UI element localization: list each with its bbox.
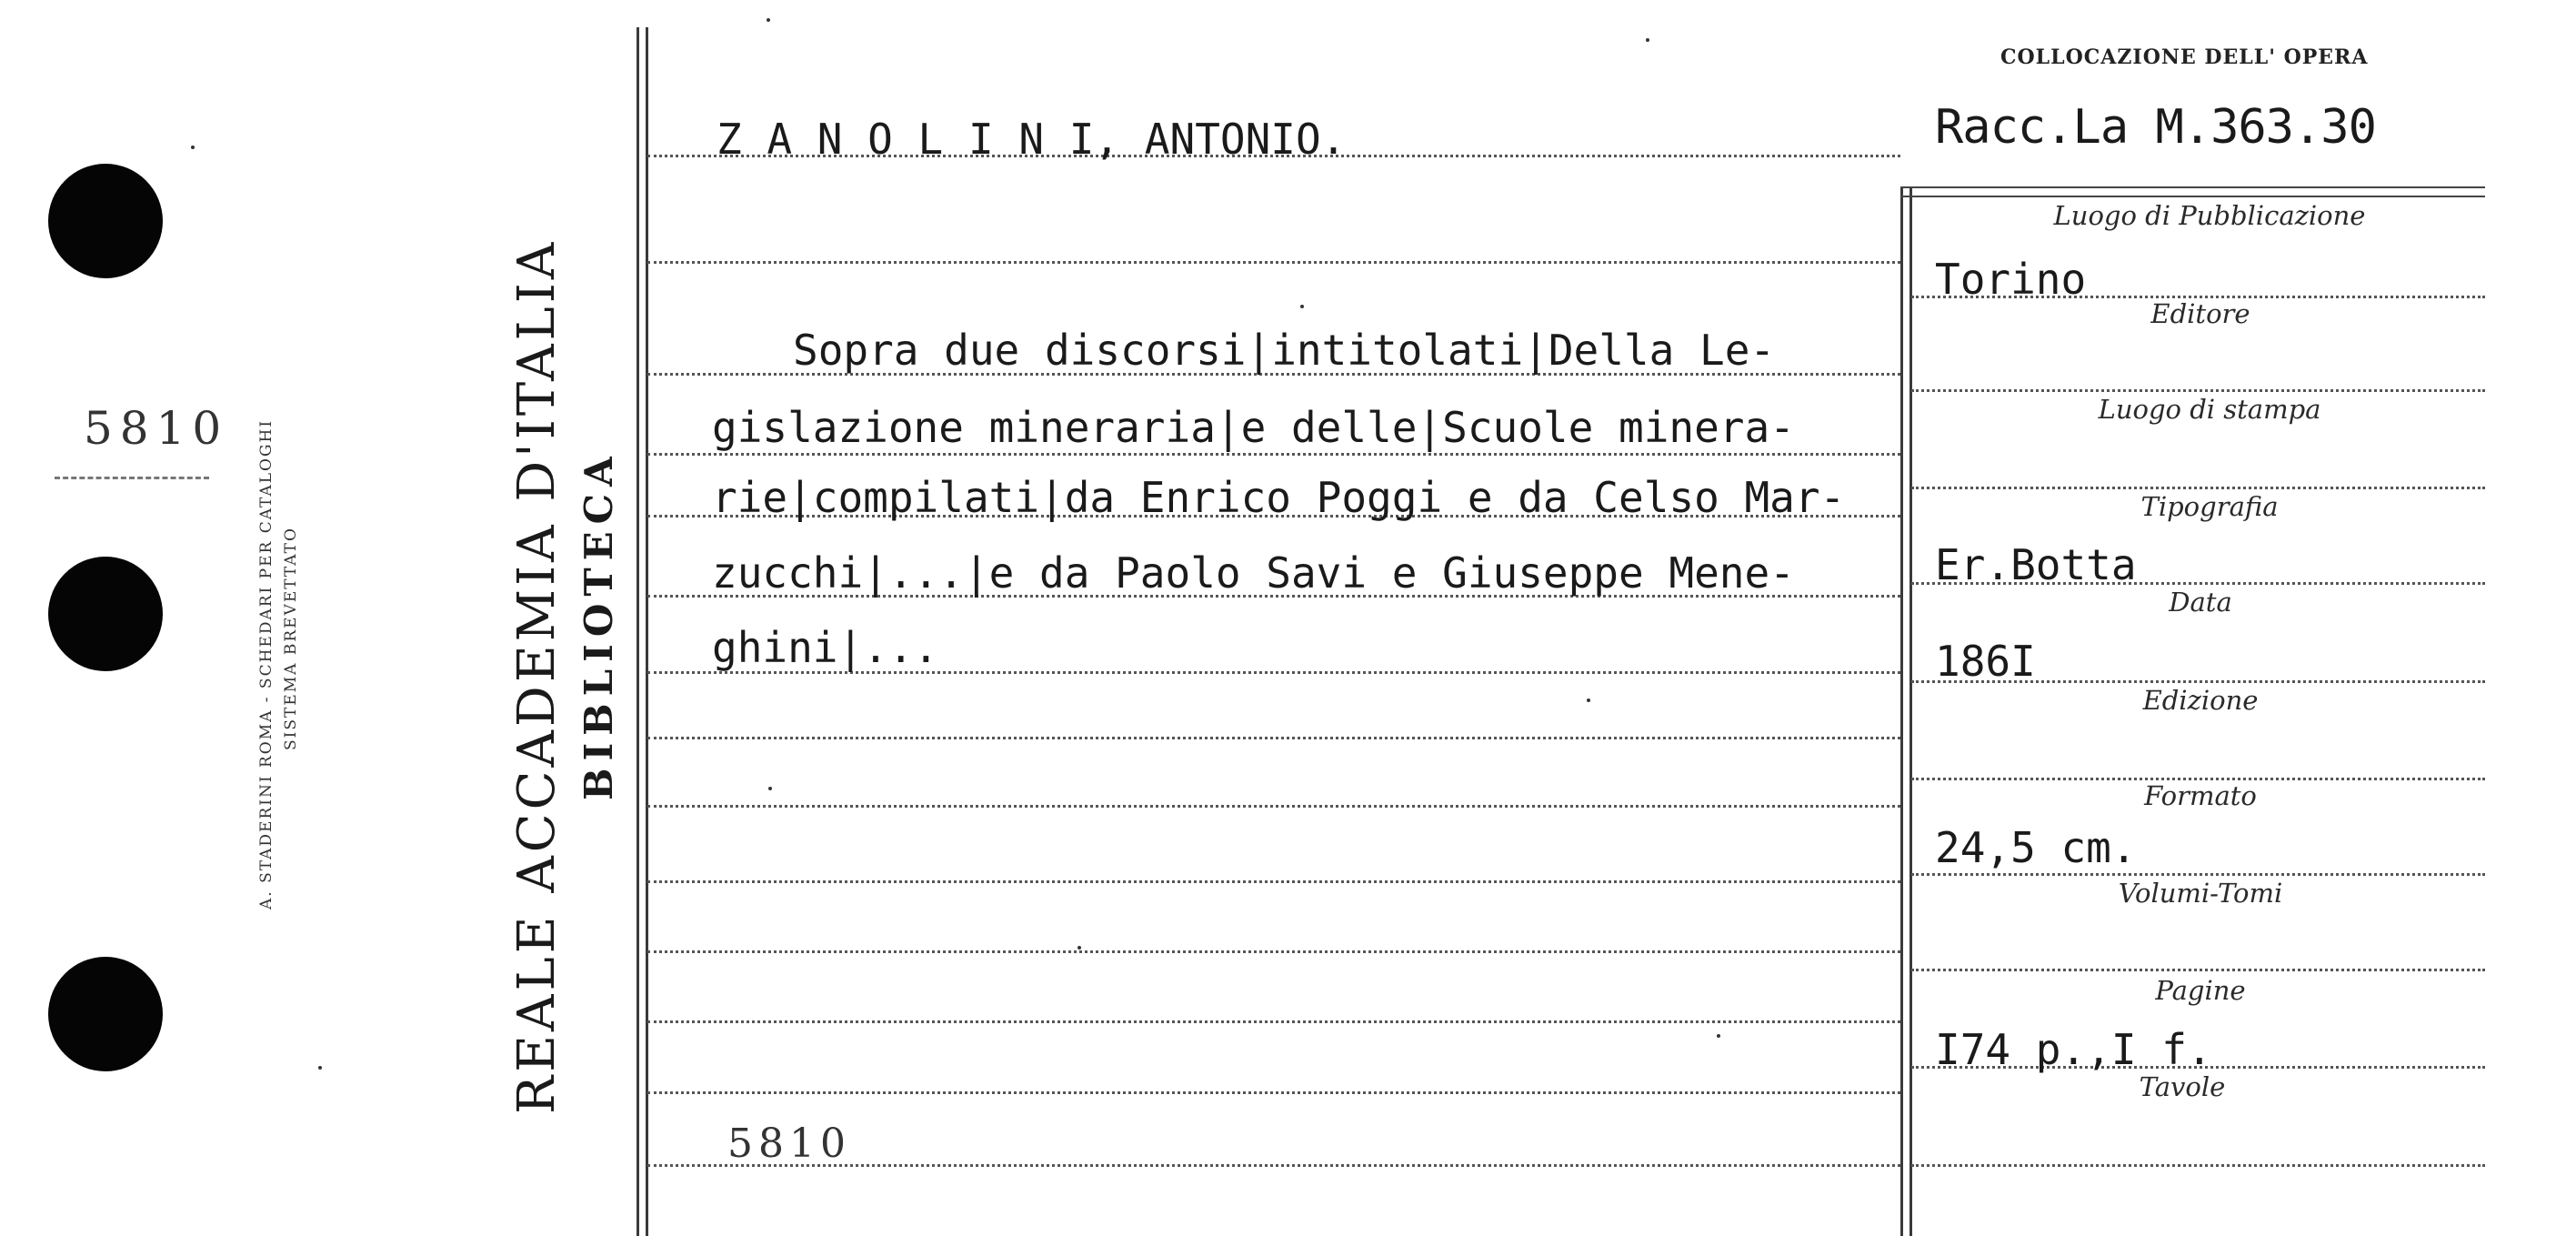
author-heading: Z A N O L I N I, ANTONIO. [717,115,1347,164]
label-printer: Tipografia [2140,491,2279,522]
scan-speck [767,18,770,22]
meta-top-rule-2 [1900,196,2485,197]
punch-hole-middle [48,557,163,671]
scan-speck [318,1066,322,1070]
title-line-4: zucchi|...|e da Paolo Savi e Giuseppe Mene- [712,548,1795,598]
label-format: Formato [2144,780,2257,811]
ruled-line [647,1091,1900,1094]
meta-ruled-line [1911,873,2485,876]
card-left-rule-b [646,27,648,1236]
scan-speck [191,146,195,149]
meta-ruled-line [1911,969,2485,971]
maker-imprint-line1: A. STADERINI ROMA - SCHEDARI PER CATALOGHI [257,418,276,909]
scan-speck [1646,38,1649,42]
ruled-line [647,261,1900,264]
label-date: Data [2169,587,2232,618]
meta-ruled-line [1911,1164,2485,1167]
ruled-line [647,805,1900,808]
library-name: BIBLIOTECA [576,449,621,800]
maker-imprint-line2: SISTEMA BREVETTATO [282,527,300,750]
label-pages: Pagine [2155,975,2246,1006]
ruled-line [647,880,1900,883]
label-plates: Tavole [2139,1071,2226,1102]
punch-hole-bottom [48,957,163,1071]
ruled-line [647,1020,1900,1023]
location-header: COLLOCAZIONE DELL' OPERA [2000,45,2369,69]
value-format: 24,5 cm. [1935,823,2137,872]
card-number-footer: 5810 [727,1120,851,1167]
institution-name: REALE ACCADEMIA D'ITALIA [507,238,566,1114]
value-place-of-publication: Torino [1935,255,2087,304]
label-publisher: Editore [2150,298,2250,329]
label-place-of-publication: Luogo di Pubblicazione [2053,200,2366,231]
call-number: Racc.La M.363.30 [1935,100,2376,155]
value-pages: I74 p.,I f. [1935,1025,2212,1074]
meta-column-rule-b [1909,186,1912,1236]
scan-speck [1587,698,1590,702]
scan-speck [1300,305,1304,308]
meta-ruled-line [1911,487,2485,489]
label-edition: Edizione [2142,685,2259,716]
scan-speck [1078,946,1081,950]
ruled-line [647,950,1900,953]
margin-dash [55,477,209,479]
card-number-margin: 5810 [84,402,229,455]
label-place-of-printing: Luogo di stampa [2098,394,2321,425]
ruled-line [647,453,1900,456]
card-left-rule-a [636,27,639,1236]
title-line-2: gislazione mineraria|e delle|Scuole minera- [712,403,1795,452]
title-line-5: ghini|... [712,623,939,672]
title-line-1: Sopra due discorsi|intitolati|Della Le- [793,326,1776,375]
title-line-3: rie|compilati|da Enrico Poggi e da Celso Mar- [712,473,1846,522]
ruled-line [647,737,1900,739]
value-printer: Er.Botta [1935,540,2137,589]
value-date: 186I [1935,637,2036,686]
meta-top-rule [1900,186,2485,188]
scan-speck [768,787,772,790]
scan-speck [1717,1034,1720,1038]
meta-ruled-line [1911,389,2485,392]
label-volumes: Volumi-Tomi [2118,878,2283,909]
punch-hole-top [48,164,163,278]
meta-column-rule-a [1900,186,1903,1236]
